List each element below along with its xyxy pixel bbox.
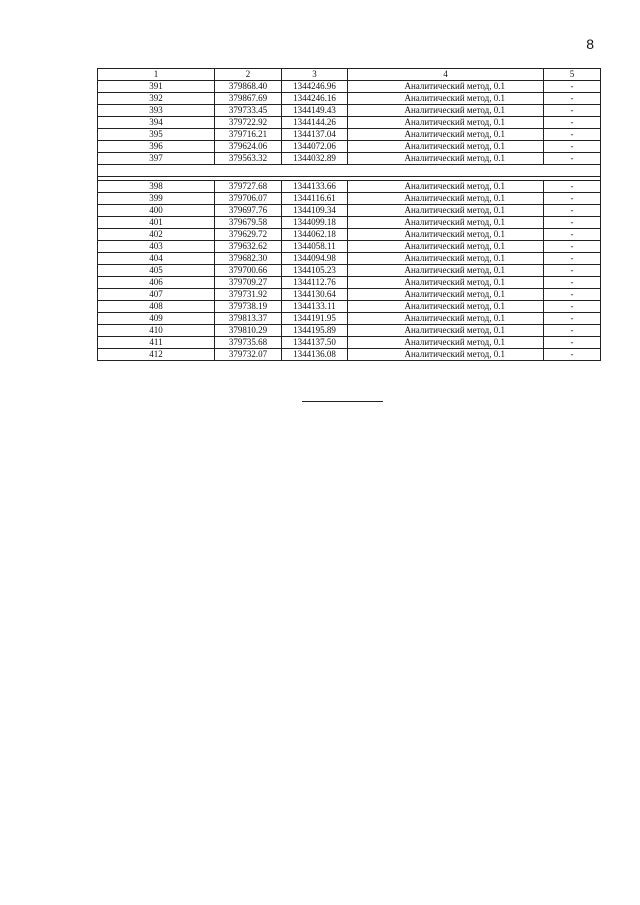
table-row <box>98 93 601 105</box>
method-cell: Аналитический метод, 0.1 <box>348 313 544 325</box>
table-row <box>98 141 601 153</box>
table-body-group-1 <box>98 81 601 165</box>
x-coordinate-cell: 379624.06 <box>215 141 282 153</box>
y-coordinate-cell: 1344137.50 <box>282 337 348 349</box>
method-cell: Аналитический метод, 0.1 <box>348 289 544 301</box>
method-cell: Аналитический метод, 0.1 <box>348 93 544 105</box>
x-coordinate-cell: 379868.40 <box>215 81 282 93</box>
note-cell: - <box>544 141 601 153</box>
x-coordinate-cell: 379682.30 <box>215 253 282 265</box>
note-cell: - <box>544 313 601 325</box>
table-row <box>98 289 601 301</box>
note-cell: - <box>544 241 601 253</box>
point-number-cell: 395 <box>98 129 215 141</box>
point-number-cell: 391 <box>98 81 215 93</box>
page-number: 8 <box>586 36 594 52</box>
note-cell: - <box>544 337 601 349</box>
table-row <box>98 277 601 289</box>
x-coordinate-cell: 379709.27 <box>215 277 282 289</box>
point-number-cell: 398 <box>98 181 215 193</box>
x-coordinate-cell: 379697.76 <box>215 205 282 217</box>
x-coordinate-cell: 379727.68 <box>215 181 282 193</box>
end-rule <box>302 401 383 402</box>
point-number-cell: 405 <box>98 265 215 277</box>
note-cell: - <box>544 153 601 165</box>
y-coordinate-cell: 1344072.06 <box>282 141 348 153</box>
table-row <box>98 205 601 217</box>
table-row <box>98 265 601 277</box>
note-cell: - <box>544 217 601 229</box>
table-body-group-2 <box>98 181 601 361</box>
method-cell: Аналитический метод, 0.1 <box>348 253 544 265</box>
point-number-cell: 393 <box>98 105 215 117</box>
x-coordinate-cell: 379632.62 <box>215 241 282 253</box>
point-number-cell: 392 <box>98 93 215 105</box>
x-coordinate-cell: 379563.32 <box>215 153 282 165</box>
x-coordinate-cell: 379867.69 <box>215 93 282 105</box>
coordinates-table <box>97 68 601 361</box>
y-coordinate-cell: 1344099.18 <box>282 217 348 229</box>
method-cell: Аналитический метод, 0.1 <box>348 205 544 217</box>
y-coordinate-cell: 1344149.43 <box>282 105 348 117</box>
header-cell-2: 2 <box>215 69 282 81</box>
table-row <box>98 325 601 337</box>
point-number-cell: 410 <box>98 325 215 337</box>
x-coordinate-cell: 379722.92 <box>215 117 282 129</box>
table-row <box>98 193 601 205</box>
note-cell: - <box>544 325 601 337</box>
point-number-cell: 397 <box>98 153 215 165</box>
point-number-cell: 402 <box>98 229 215 241</box>
y-coordinate-cell: 1344109.34 <box>282 205 348 217</box>
point-number-cell: 399 <box>98 193 215 205</box>
point-number-cell: 411 <box>98 337 215 349</box>
table-row <box>98 81 601 93</box>
method-cell: Аналитический метод, 0.1 <box>348 81 544 93</box>
point-number-cell: 404 <box>98 253 215 265</box>
table-row <box>98 117 601 129</box>
method-cell: Аналитический метод, 0.1 <box>348 193 544 205</box>
note-cell: - <box>544 93 601 105</box>
blank-cell <box>98 165 601 177</box>
method-cell: Аналитический метод, 0.1 <box>348 301 544 313</box>
method-cell: Аналитический метод, 0.1 <box>348 117 544 129</box>
header-cell-5: 5 <box>544 69 601 81</box>
y-coordinate-cell: 1344094.98 <box>282 253 348 265</box>
note-cell: - <box>544 81 601 93</box>
y-coordinate-cell: 1344136.08 <box>282 349 348 361</box>
header-cell-1: 1 <box>98 69 215 81</box>
x-coordinate-cell: 379738.19 <box>215 301 282 313</box>
y-coordinate-cell: 1344130.64 <box>282 289 348 301</box>
y-coordinate-cell: 1344032.89 <box>282 153 348 165</box>
method-cell: Аналитический метод, 0.1 <box>348 105 544 117</box>
method-cell: Аналитический метод, 0.1 <box>348 349 544 361</box>
note-cell: - <box>544 129 601 141</box>
point-number-cell: 409 <box>98 313 215 325</box>
note-cell: - <box>544 229 601 241</box>
y-coordinate-cell: 1344116.61 <box>282 193 348 205</box>
y-coordinate-cell: 1344058.11 <box>282 241 348 253</box>
table-blank-row <box>98 165 601 177</box>
method-cell: Аналитический метод, 0.1 <box>348 241 544 253</box>
method-cell: Аналитический метод, 0.1 <box>348 141 544 153</box>
x-coordinate-cell: 379810.29 <box>215 325 282 337</box>
method-cell: Аналитический метод, 0.1 <box>348 217 544 229</box>
y-coordinate-cell: 1344133.66 <box>282 181 348 193</box>
note-cell: - <box>544 105 601 117</box>
table-row <box>98 241 601 253</box>
table-row <box>98 301 601 313</box>
x-coordinate-cell: 379731.92 <box>215 289 282 301</box>
x-coordinate-cell: 379716.21 <box>215 129 282 141</box>
method-cell: Аналитический метод, 0.1 <box>348 337 544 349</box>
point-number-cell: 406 <box>98 277 215 289</box>
y-coordinate-cell: 1344137.04 <box>282 129 348 141</box>
note-cell: - <box>544 117 601 129</box>
note-cell: - <box>544 349 601 361</box>
note-cell: - <box>544 205 601 217</box>
point-number-cell: 394 <box>98 117 215 129</box>
table-row <box>98 253 601 265</box>
note-cell: - <box>544 277 601 289</box>
header-cell-3: 3 <box>282 69 348 81</box>
note-cell: - <box>544 289 601 301</box>
y-coordinate-cell: 1344246.96 <box>282 81 348 93</box>
y-coordinate-cell: 1344062.18 <box>282 229 348 241</box>
table-row <box>98 129 601 141</box>
note-cell: - <box>544 265 601 277</box>
table-row <box>98 105 601 117</box>
table-header-row <box>98 69 601 81</box>
x-coordinate-cell: 379813.37 <box>215 313 282 325</box>
point-number-cell: 401 <box>98 217 215 229</box>
y-coordinate-cell: 1344191.95 <box>282 313 348 325</box>
x-coordinate-cell: 379629.72 <box>215 229 282 241</box>
y-coordinate-cell: 1344195.89 <box>282 325 348 337</box>
table-separator <box>98 165 601 181</box>
note-cell: - <box>544 301 601 313</box>
method-cell: Аналитический метод, 0.1 <box>348 277 544 289</box>
table-row <box>98 337 601 349</box>
method-cell: Аналитический метод, 0.1 <box>348 181 544 193</box>
table-row <box>98 217 601 229</box>
table-row <box>98 229 601 241</box>
table-row <box>98 349 601 361</box>
x-coordinate-cell: 379735.68 <box>215 337 282 349</box>
point-number-cell: 400 <box>98 205 215 217</box>
point-number-cell: 396 <box>98 141 215 153</box>
point-number-cell: 403 <box>98 241 215 253</box>
table-row <box>98 153 601 165</box>
method-cell: Аналитический метод, 0.1 <box>348 153 544 165</box>
method-cell: Аналитический метод, 0.1 <box>348 229 544 241</box>
note-cell: - <box>544 253 601 265</box>
note-cell: - <box>544 193 601 205</box>
table-row <box>98 181 601 193</box>
y-coordinate-cell: 1344105.23 <box>282 265 348 277</box>
x-coordinate-cell: 379679.58 <box>215 217 282 229</box>
x-coordinate-cell: 379732.07 <box>215 349 282 361</box>
point-number-cell: 412 <box>98 349 215 361</box>
method-cell: Аналитический метод, 0.1 <box>348 325 544 337</box>
header-cell-4: 4 <box>348 69 544 81</box>
table-row <box>98 313 601 325</box>
note-cell: - <box>544 181 601 193</box>
method-cell: Аналитический метод, 0.1 <box>348 129 544 141</box>
y-coordinate-cell: 1344144.26 <box>282 117 348 129</box>
x-coordinate-cell: 379700.66 <box>215 265 282 277</box>
y-coordinate-cell: 1344133.11 <box>282 301 348 313</box>
method-cell: Аналитический метод, 0.1 <box>348 265 544 277</box>
x-coordinate-cell: 379706.07 <box>215 193 282 205</box>
y-coordinate-cell: 1344112.76 <box>282 277 348 289</box>
point-number-cell: 408 <box>98 301 215 313</box>
point-number-cell: 407 <box>98 289 215 301</box>
y-coordinate-cell: 1344246.16 <box>282 93 348 105</box>
x-coordinate-cell: 379733.45 <box>215 105 282 117</box>
